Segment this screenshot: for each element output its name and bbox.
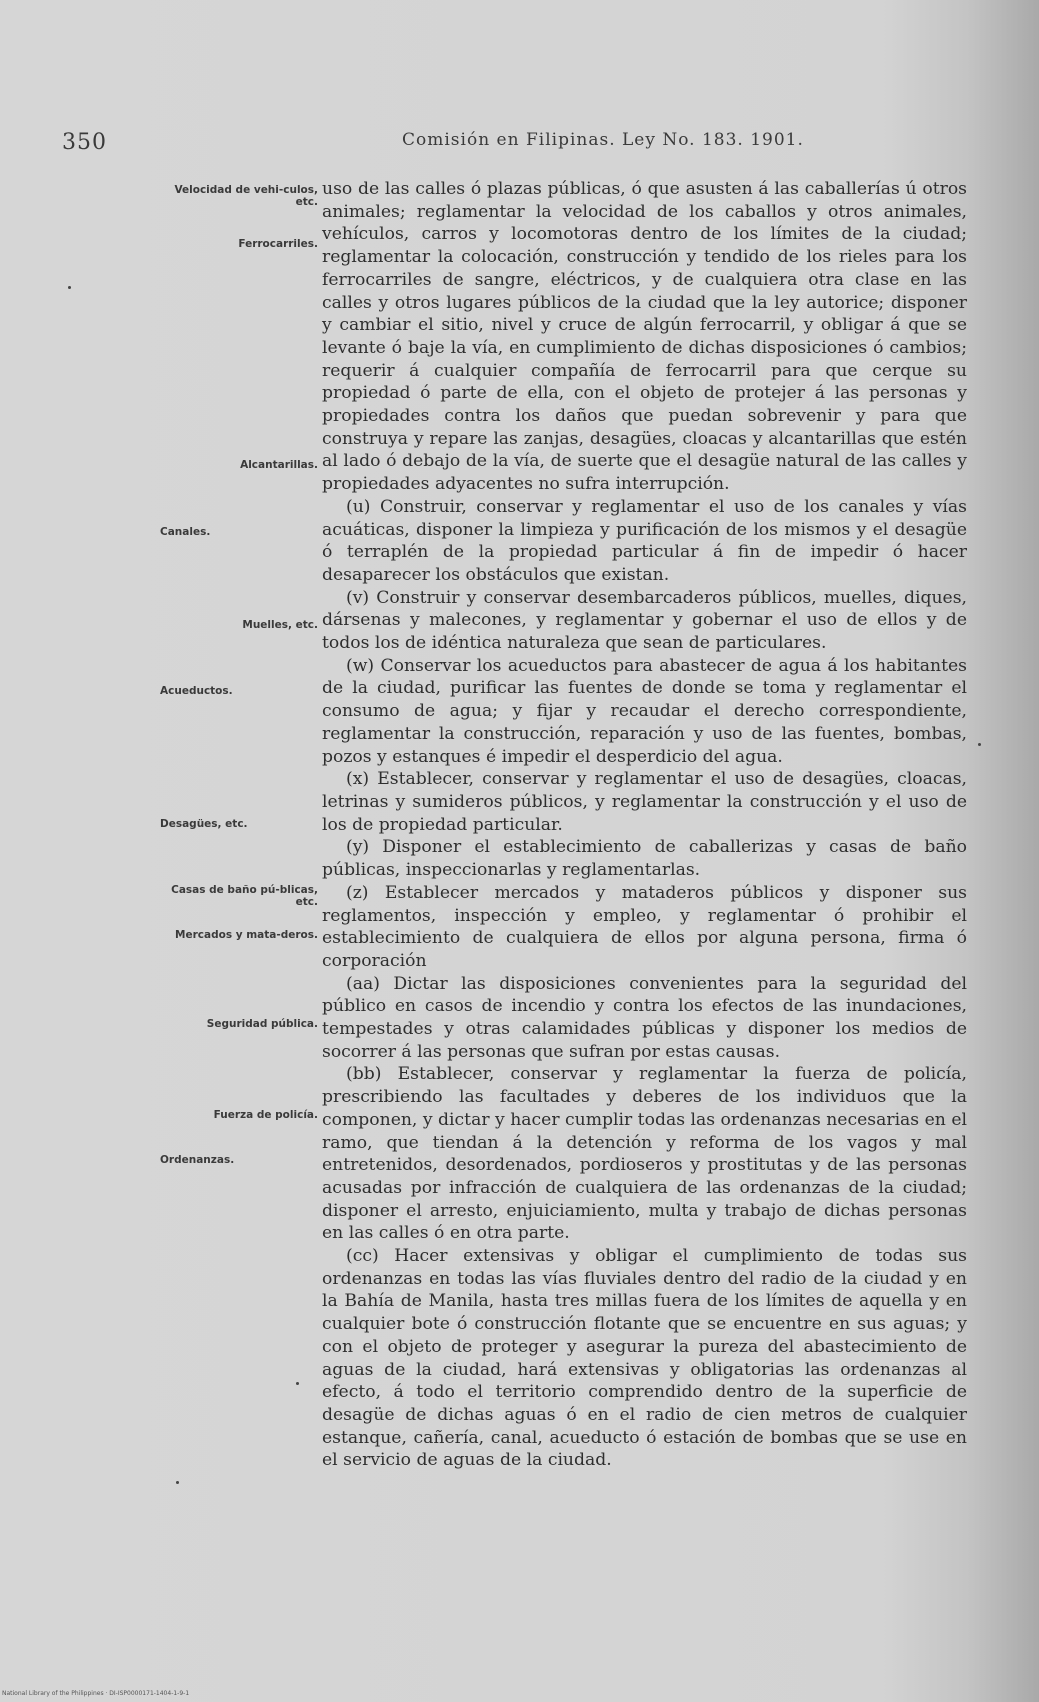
page-number: 350 (62, 130, 107, 155)
margin-note-velocidad: Velocidad de vehi-culos, etc. (174, 184, 318, 208)
margin-note-ferrocarriles: Ferrocarriles. (238, 238, 318, 250)
paragraph-aa: (aa) Dictar las disposiciones convenientes para la seguridad del público en casos de incendio y contra los efectos de las inundaciones, tempestades y otras calamidades públicas y disponer los medios de socorrer á las personas que sufran por estas causas. (322, 973, 967, 1062)
margin-note-canales: Canales. (160, 526, 211, 538)
scan-speck (978, 743, 981, 746)
scan-speck (68, 286, 71, 289)
scan-credit: National Library of the Philippines · DI-ISP0000171-1404-1-9-1 (2, 1690, 190, 1697)
margin-note-mercados: Mercados y mata-deros. (175, 929, 318, 941)
margin-note-ordenanzas: Ordenanzas. (160, 1154, 235, 1166)
margin-note-desagues: Desagües, etc. (160, 818, 248, 830)
paragraph-u: (u) Construir, conservar y reglamentar el uso de los canales y vías acuáticas, disponer la limpieza y purificación de los mismos y el desagüe ó terraplén de la propiedad particular á fin de impedir ó hacer desaparecer los obstáculos que existan. (322, 496, 967, 585)
paragraph-y: (y) Disponer el establecimiento de caballerizas y casas de baño públicas, inspeccionarlas y reglamentarlas. (322, 837, 967, 881)
scan-speck (296, 1382, 299, 1385)
margin-note-seguridad: Seguridad pública. (206, 1018, 318, 1030)
paragraph-bb: (bb) Establecer, conservar y reglamentar la fuerza de policía, prescribiendo las facultades y deberes de los individuos que la componen, y dictar y hacer cumplir todas las ordenanzas necesarias en el ramo, que tiendan á la detención y reforma de los vagos y mal entretenidos, desordenados, pordioseros y prostitutas y de las personas acusadas por infracción de cualquiera de las ordenanzas de la ciudad; disponer el arresto, enjuiciamiento, multa y trabajo de dichas personas en las calles ó en otra parte. (322, 1064, 967, 1244)
margin-note-muelles: Muelles, etc. (242, 619, 318, 631)
margin-note-acueductos: Acueductos. (160, 685, 233, 697)
paragraph-cc: (cc) Hacer extensivas y obligar el cumplimiento de todas sus ordenanzas en todas las vías fluviales dentro del radio de la ciudad y en la Bahía de Manila, hasta tres millas fuera de los límites de aquella y en cualquier bote ó construcción flotante que se encuentre en sus aguas; y con el objeto de proteger y asegurar la pureza del abastecimiento de aguas de la ciudad, hará extensivas y obligatorias las ordenanzas al efecto, á todo el territorio comprendido dentro de la superficie de desagüe de dichas aguas ó en el radio de cien metros de cualquier estanque, cañería, canal, acueducto ó estación de bombas que se use en el servicio de aguas de la ciudad. (322, 1246, 967, 1471)
paragraph-x: (x) Establecer, conservar y reglamentar el uso de desagües, cloacas, letrinas y sumideros públicos, y reglamentar la construcción y el uso de los de propiedad particular. (322, 769, 967, 835)
margin-note-casas-bano: Casas de baño pú-blicas, etc. (171, 884, 318, 908)
body-text (322, 178, 967, 1472)
paragraph-w: (w) Conservar los acueductos para abastecer de agua á los habitantes de la ciudad, purificar las fuentes de donde se toma y reglamentar el consumo de agua; y fijar y recaudar el derecho correspondiente, reglamentar la construcción, reparación y uso de las fuentes, bombas, pozos y estanques é impedir el desperdicio del agua. (322, 655, 967, 767)
paragraph-z: (z) Establecer mercados y mataderos públicos y disponer sus reglamentos, inspección y empleo, y reglamentar ó prohibir el establecimiento de cualquiera de ellos por alguna persona, firma ó corporación (322, 882, 967, 971)
paragraph-v: (v) Construir y conservar desembarcaderos públicos, muelles, diques, dársenas y malecones, y reglamentar y gobernar el uso de ellos y de todos los de idéntica naturaleza que sean de particulares. (322, 587, 967, 654)
margin-note-fuerza: Fuerza de policía. (213, 1109, 318, 1121)
scan-speck (176, 1481, 179, 1484)
running-header: Comisión en Filipinas. Ley No. 183. 1901. (402, 130, 804, 150)
paragraph-continuation: uso de las calles ó plazas públicas, ó que asusten á las caballerías ú otros animales; reglamentar la velocidad de los caballos y otros animales, vehículos, carros y locomotoras dentro de los límites de la ciudad; reglamentar la colocación, construcción y tendido de los rieles para los ferrocarriles de sangre, eléctricos, y de cualquiera otra clase en las calles y otros lugares públicos de la ciudad que la ley autorice; disponer y cambiar el sitio, nivel y cruce de algún ferrocarril, y obligar á que se levante ó baje la vía, en cumplimiento de dichas disposiciones ó cambios; requerir á cualquier compañía de ferrocarril para que cerque su propiedad ó parte de ella, con el objeto de protejer á las personas y propiedades contra los daños que puedan sobrevenir y para que construya y repare las zanjas, desagües, cloacas y alcantarillas que estén al lado ó debajo de la vía, de suerte que el desagüe natural de las calles y propiedades adyacentes no sufra interrupción. (322, 179, 967, 495)
margin-note-alcantarillas: Alcantarillas. (240, 459, 318, 471)
